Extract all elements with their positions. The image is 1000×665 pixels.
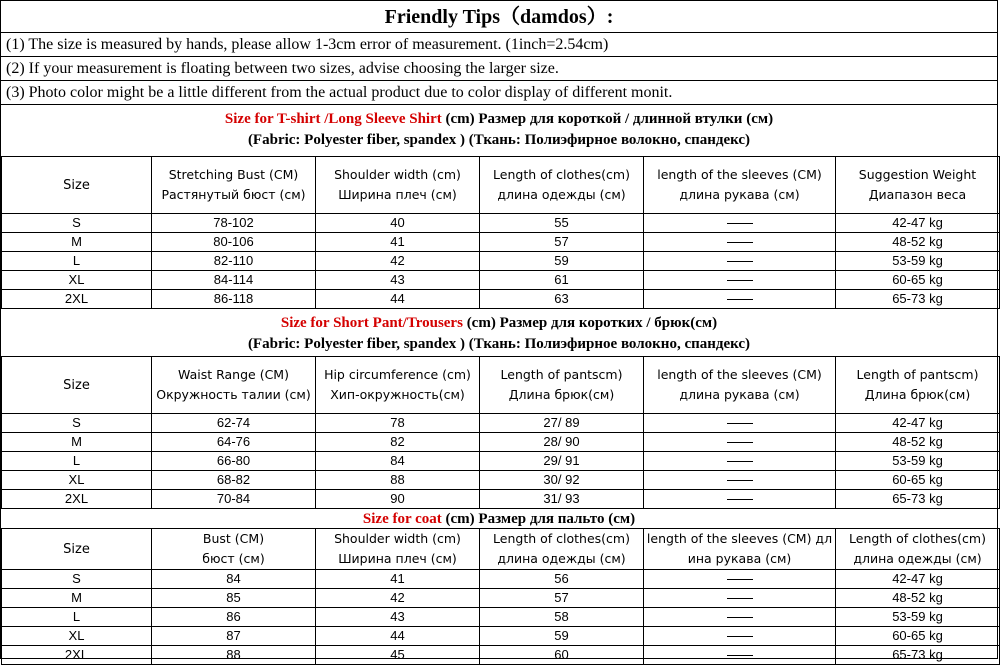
column-header-ru: длина одежды (см): [853, 551, 982, 566]
column-header: [836, 157, 1000, 214]
dash-mark: [727, 423, 753, 424]
pants-size-table: [1, 356, 1000, 509]
table-cell: 60: [480, 646, 644, 665]
table-row: [2, 214, 1000, 233]
size-label-cell: M: [2, 433, 152, 452]
column-header-en: Length of clothes(cm): [849, 531, 986, 546]
column-header-ru: длина рукава (см): [679, 387, 800, 402]
size-label-cell: 2XL: [2, 290, 152, 309]
table-cell: 31/ 93: [480, 490, 644, 509]
table-cell: 78-102: [152, 214, 316, 233]
table-row: [2, 471, 1000, 490]
column-header-en: Shoulder width (cm): [334, 167, 461, 182]
table-cell: 42-47 kg: [836, 570, 1000, 589]
size-label-cell: XL: [2, 271, 152, 290]
table-cell: 53-59 kg: [836, 252, 1000, 271]
column-header-ru: Длина брюк(см): [864, 387, 971, 402]
column-header-en: Bust (CM): [202, 531, 265, 546]
sleeve-not-applicable-dash: [644, 570, 836, 589]
column-header: [152, 529, 316, 570]
table-cell: 61: [480, 271, 644, 290]
size-label-cell: XL: [2, 471, 152, 490]
shirt-fabric: (Fabric: Polyester fiber, spandex ) (Ткань: Полиэфирное волокно, спандекс): [247, 132, 751, 148]
table-row: [2, 290, 1000, 309]
pants-heading-red: Size for Short Pant/Trousers: [280, 315, 463, 331]
table-cell: 41: [316, 570, 480, 589]
table-cell: 48-52 kg: [836, 589, 1000, 608]
table-row: [2, 252, 1000, 271]
table-row: [2, 233, 1000, 252]
page-title: Friendly Tips（damdos）:: [1, 1, 997, 33]
table-cell: 88: [316, 471, 480, 490]
table-row: [2, 589, 1000, 608]
column-header-ru: длина одежды (см): [497, 551, 626, 566]
column-header-en: Length of pantscm): [856, 367, 979, 382]
column-header-ru: Хип-окружность(см): [330, 387, 465, 402]
column-header-ru: Растянутый бюст (см): [161, 187, 306, 202]
dash-mark: [727, 598, 753, 599]
table-cell: 66-80: [152, 452, 316, 471]
dash-mark: [727, 499, 753, 500]
table-cell: 86: [152, 608, 316, 627]
dash-mark: [727, 280, 753, 281]
dash-mark: [727, 636, 753, 637]
shirt-heading-rest: (cm) Размер для короткой / длинной втулки (см): [441, 111, 774, 127]
dash-mark: [727, 261, 753, 262]
table-cell: 44: [316, 290, 480, 309]
coat-heading-red: Size for coat: [362, 511, 442, 527]
table-cell: 44: [316, 627, 480, 646]
coat-heading-rest: (cm) Размер для пальто (см): [441, 511, 636, 527]
column-header-en: Suggestion Weight: [858, 167, 977, 182]
column-header-ru: Окружность талии (см): [156, 387, 311, 402]
table-row: [2, 608, 1000, 627]
sleeve-not-applicable-dash: [644, 452, 836, 471]
column-header: [152, 157, 316, 214]
table-row: [2, 646, 1000, 665]
dash-mark: [727, 655, 753, 656]
table-cell: 55: [480, 214, 644, 233]
size-column-header: Size: [2, 357, 152, 414]
table-cell: 86-118: [152, 290, 316, 309]
table-cell: 65-73 kg: [836, 490, 1000, 509]
dash-mark: [727, 461, 753, 462]
size-label-cell: M: [2, 233, 152, 252]
table-cell: 27/ 89: [480, 414, 644, 433]
column-header-ru: бюст (см): [202, 551, 265, 566]
table-row: [2, 414, 1000, 433]
sleeve-not-applicable-dash: [644, 214, 836, 233]
column-header-en: Length of clothes(cm): [493, 531, 630, 546]
table-cell: 60-65 kg: [836, 271, 1000, 290]
column-header: [316, 157, 480, 214]
dash-mark: [727, 299, 753, 300]
column-header: [480, 157, 644, 214]
table-cell: 59: [480, 627, 644, 646]
column-header-en: Length of pantscm): [500, 367, 623, 382]
coat-header-row: [2, 529, 1000, 570]
column-header-ru: длина одежды (см): [497, 187, 626, 202]
table-cell: 84: [152, 570, 316, 589]
column-header: [480, 529, 644, 570]
table-cell: 48-52 kg: [836, 433, 1000, 452]
column-header-ru: длина рукава (см): [679, 187, 800, 202]
sleeve-not-applicable-dash: [644, 271, 836, 290]
table-cell: 53-59 kg: [836, 452, 1000, 471]
column-header: [644, 529, 836, 570]
dash-mark: [727, 617, 753, 618]
table-cell: 29/ 91: [480, 452, 644, 471]
table-cell: 48-52 kg: [836, 233, 1000, 252]
table-cell: 84-114: [152, 271, 316, 290]
size-label-cell: S: [2, 570, 152, 589]
size-column-header: Size: [2, 157, 152, 214]
table-cell: 41: [316, 233, 480, 252]
size-label-cell: XL: [2, 627, 152, 646]
table-row: [2, 433, 1000, 452]
sleeve-not-applicable-dash: [644, 646, 836, 665]
table-cell: 43: [316, 271, 480, 290]
table-cell: 64-76: [152, 433, 316, 452]
column-header-ru: Диапазон веса: [868, 187, 967, 202]
table-row: [2, 490, 1000, 509]
sleeve-not-applicable-dash: [644, 490, 836, 509]
table-row: [2, 570, 1000, 589]
column-header-en: Hip circumference (cm): [324, 367, 471, 382]
table-cell: 57: [480, 589, 644, 608]
column-header: [480, 357, 644, 414]
sleeve-not-applicable-dash: [644, 290, 836, 309]
column-header: [316, 357, 480, 414]
coat-size-table: [1, 528, 1000, 665]
table-cell: 62-74: [152, 414, 316, 433]
table-cell: 65-73 kg: [836, 290, 1000, 309]
column-header-ru: Ширина плеч (см): [338, 551, 457, 566]
pants-heading-rest: (cm) Размер для коротких / брюк(см): [462, 315, 718, 331]
pants-heading: [1, 313, 997, 334]
sleeve-not-applicable-dash: [644, 471, 836, 490]
table-cell: 70-84: [152, 490, 316, 509]
table-cell: 57: [480, 233, 644, 252]
tip-3: (3) Photo color might be a little different from the actual product due to color display of different monit.: [1, 81, 997, 105]
column-header: [644, 157, 836, 214]
dash-mark: [727, 223, 753, 224]
table-cell: 40: [316, 214, 480, 233]
column-header-en: Length of clothes(cm): [493, 167, 630, 182]
size-label-cell: 2XL: [2, 646, 152, 665]
table-cell: 82: [316, 433, 480, 452]
column-header: [836, 357, 1000, 414]
shirt-header-row: [2, 157, 1000, 214]
table-cell: 42-47 kg: [836, 214, 1000, 233]
table-cell: 63: [480, 290, 644, 309]
table-cell: 84: [316, 452, 480, 471]
table-cell: 78: [316, 414, 480, 433]
table-cell: 60-65 kg: [836, 627, 1000, 646]
column-header-en: length of the sleeves (CM) дл: [646, 531, 833, 546]
column-header-en: Stretching Bust (CM): [168, 167, 299, 182]
table-cell: 28/ 90: [480, 433, 644, 452]
coat-heading: [1, 509, 997, 530]
table-cell: 45: [316, 646, 480, 665]
shirt-size-table: [1, 156, 1000, 309]
sleeve-not-applicable-dash: [644, 414, 836, 433]
sleeve-not-applicable-dash: [644, 589, 836, 608]
column-header-ru: ина рукава (см): [687, 551, 792, 566]
sleeve-not-applicable-dash: [644, 233, 836, 252]
table-cell: 65-73 kg: [836, 646, 1000, 665]
table-cell: 42: [316, 252, 480, 271]
table-cell: 58: [480, 608, 644, 627]
size-column-header: Size: [2, 529, 152, 570]
size-label-cell: 2XL: [2, 490, 152, 509]
table-row: [2, 271, 1000, 290]
table-cell: 90: [316, 490, 480, 509]
column-header-en: length of the sleeves (CM): [657, 167, 822, 182]
table-cell: 42: [316, 589, 480, 608]
dash-mark: [727, 579, 753, 580]
column-header-ru: Ширина плеч (см): [338, 187, 457, 202]
column-header: [316, 529, 480, 570]
sleeve-not-applicable-dash: [644, 627, 836, 646]
table-cell: 30/ 92: [480, 471, 644, 490]
column-header-ru: Длина брюк(см): [508, 387, 615, 402]
table-cell: 88: [152, 646, 316, 665]
sleeve-not-applicable-dash: [644, 608, 836, 627]
size-label-cell: S: [2, 414, 152, 433]
column-header-en: Shoulder width (cm): [334, 531, 461, 546]
tip-1: (1) The size is measured by hands, please allow 1-3cm error of measurement. (1inch=2.54cm): [1, 33, 997, 57]
column-header-en: Waist Range (CM): [178, 367, 289, 382]
size-label-cell: L: [2, 452, 152, 471]
table-cell: 42-47 kg: [836, 414, 1000, 433]
column-header: [644, 357, 836, 414]
table-cell: 82-110: [152, 252, 316, 271]
shirt-heading-red: Size for T-shirt /Long Sleeve Shirt: [224, 111, 442, 127]
sleeve-not-applicable-dash: [644, 252, 836, 271]
shirt-heading: [1, 109, 997, 130]
size-label-cell: S: [2, 214, 152, 233]
pants-fabric: (Fabric: Polyester fiber, spandex ) (Ткань: Полиэфирное волокно, спандекс): [247, 336, 751, 352]
table-cell: 68-82: [152, 471, 316, 490]
size-label-cell: L: [2, 608, 152, 627]
table-cell: 56: [480, 570, 644, 589]
dash-mark: [727, 242, 753, 243]
table-cell: 87: [152, 627, 316, 646]
table-cell: 53-59 kg: [836, 608, 1000, 627]
table-cell: 59: [480, 252, 644, 271]
dash-mark: [727, 442, 753, 443]
sleeve-not-applicable-dash: [644, 433, 836, 452]
tip-2: (2) If your measurement is floating between two sizes, advise choosing the larger size.: [1, 57, 997, 81]
table-cell: 85: [152, 589, 316, 608]
column-header: [836, 529, 1000, 570]
pants-header-row: [2, 357, 1000, 414]
dash-mark: [727, 480, 753, 481]
table-cell: 43: [316, 608, 480, 627]
size-label-cell: M: [2, 589, 152, 608]
column-header: [152, 357, 316, 414]
table-row: [2, 627, 1000, 646]
table-cell: 60-65 kg: [836, 471, 1000, 490]
column-header-en: length of the sleeves (CM): [657, 367, 822, 382]
table-cell: 80-106: [152, 233, 316, 252]
size-label-cell: L: [2, 252, 152, 271]
table-row: [2, 452, 1000, 471]
